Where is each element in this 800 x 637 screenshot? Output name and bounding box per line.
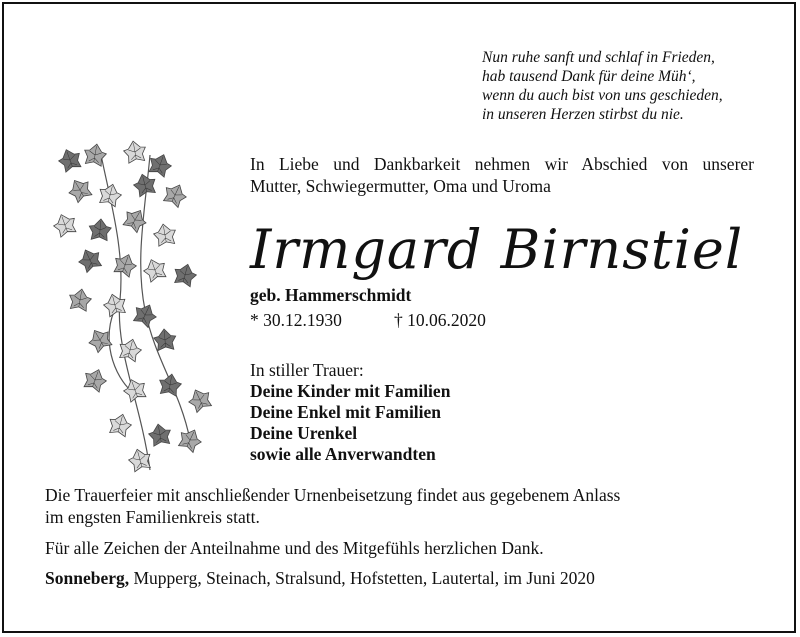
ivy-leaf [152,222,177,247]
ivy-leaf [141,256,169,283]
thanks-line: Für alle Zeichen der Anteilnahme und des Mitgefühls herzlichen Dank. [45,538,544,558]
ivy-vine-icon [40,140,240,480]
mourner-line: sowie alle Anverwandten [250,444,436,464]
ivy-leaf [75,245,104,273]
places-line [45,567,595,589]
ivy-leaf [65,175,95,204]
intro-line: In Liebe und Dankbarkeit nehmen wir Abschied von unserer [250,154,754,174]
ceremony-line: Die Trauerfeier mit anschließender Urnenbeisetzung findet aus gegebenem Anlass [45,485,621,505]
poem-line: in unseren Herzen stirbst du nie. [482,106,684,123]
ivy-leaf [176,425,205,453]
ivy-leaf [111,251,139,278]
ivy-leaf [82,142,107,167]
ivy-leaf [131,300,160,328]
mourner-line: Deine Urenkel [250,423,358,443]
birth-date: * 30.12.1930 [250,310,342,330]
maiden-name: geb. Hammerschmidt [250,285,412,305]
death-date: † 10.06.2020 [394,310,486,330]
ivy-leaf [122,140,147,164]
intro-line: Mutter, Schwiegermutter, Oma und Uroma [250,176,551,196]
poem-line: wenn du auch bist von uns geschieden, [482,87,723,104]
mourners-block [250,360,450,465]
mourner-line: Deine Kinder mit Familien [250,381,451,401]
ivy-leaf [56,146,84,173]
life-dates [250,310,486,331]
ivy-leaf [172,262,199,288]
ivy-leaf [120,205,150,234]
ivy-leaf [185,385,214,413]
deceased-name: Irmgard Birnstiel [250,218,744,281]
poem [482,48,723,124]
place-bold: Sonneberg, [45,568,130,588]
ivy-leaf [81,366,109,393]
ivy-leaf [117,337,144,363]
poem-line: Nun ruhe sanft und schlaf in Frieden, [482,49,715,66]
ivy-leaf [146,151,174,178]
mourners-heading: In stiller Trauer: [250,360,364,380]
mourner-line: Deine Enkel mit Familien [250,402,442,422]
ceremony-notice [45,484,620,528]
ivy-leaf [161,180,190,208]
ivy-leaf [88,218,112,241]
ceremony-line: im engsten Familienkreis statt. [45,507,260,527]
ivy-leaf [51,211,79,238]
ivy-leaf [102,292,129,318]
ivy-leaf [147,422,172,447]
ivy-leaf [121,376,149,403]
ivy-leaf [67,287,92,312]
ivy-leaf [107,412,134,438]
ivy-leaf [132,172,159,198]
poem-line: hab tausend Dank für deine Müh‘, [482,68,696,85]
ivy-leaf [97,182,124,208]
places-rest: Mupperg, Steinach, Stralsund, Hofstetten, Lautertal, im Juni 2020 [129,568,595,588]
intro-text [250,153,754,197]
ivy-leaf [157,372,182,397]
